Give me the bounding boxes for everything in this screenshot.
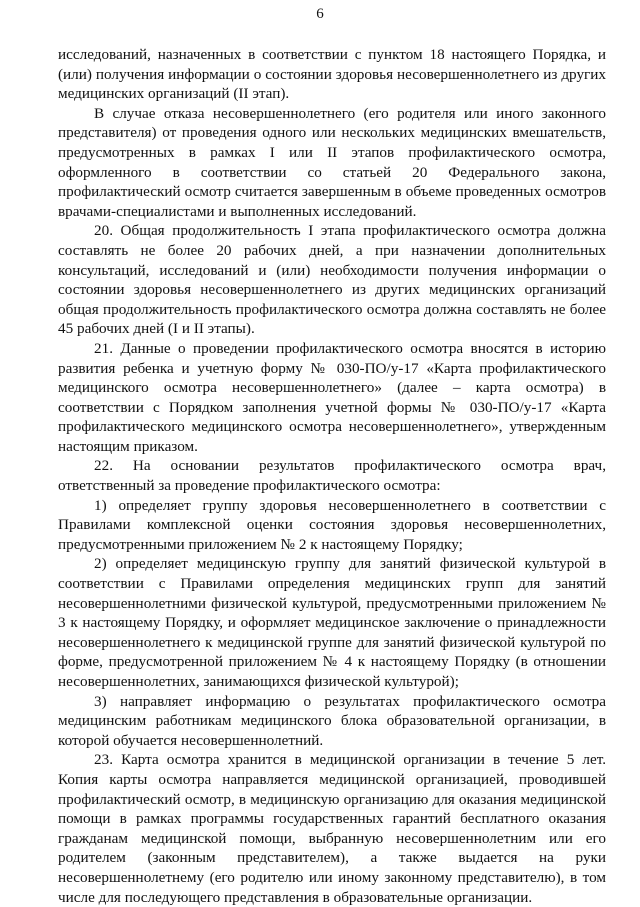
- paragraph: исследований, назначенных в соответствии с пунктом 18 настоящего Порядка, и (или) получения информации о состоянии здоровья несовершеннолетнего из других медицинских организаций (II этап).: [58, 46, 606, 103]
- list-item: 2) определяет медицинскую группу для занятий физической культурой в соответствии с Правилами определения медицинских групп для занятий несовершеннолетними физической культурой, предусмотренными приложением № 3 к настоящему Порядку, и оформляет медицинское заключение о принадлежности несовершеннолетнего к медицинской группе для занятий физической культурой по форме, предусмотренной приложением № 4 к настоящему Порядку (в отношении несовершеннолетних, занимающихся физической культурой);: [58, 555, 606, 690]
- document-body: [58, 45, 606, 907]
- page-number: 6: [316, 6, 324, 22]
- list-item: 1) определяет группу здоровья несовершеннолетнего в соответствии с Правилами комплексной оценки состояния здоровья несовершеннолетних, предусмотренными приложением № 2 к настоящему Порядку;: [58, 496, 606, 553]
- paragraph: В случае отказа несовершеннолетнего (его родителя или иного законного представителя) от проведения одного или нескольких медицинских вмешательств, предусмотренных в рамках I или II этапов профилактического осмотра, оформленного в соответствии со статьей 20 Федерального закона, профилактический осмотр считается завершенным в объеме проведенных осмотров врачами-специалистами и выполненных исследований.: [58, 104, 606, 220]
- list-item: 3) направляет информацию о результатах профилактического осмотра медицинским работникам медицинского блока образовательной организации, в которой обучается несовершеннолетний.: [58, 692, 606, 749]
- paragraph: 20. Общая продолжительность I этапа профилактического осмотра должна составлять не более 20 рабочих дней, а при назначении дополнительных консультаций, исследований и (или) необходимости получения информации о состоянии здоровья несовершеннолетнего из других медицинских организаций общая продолжительность профилактического осмотра должна составлять не более 45 рабочих дней (I и II этапы).: [58, 222, 606, 338]
- paragraph: 23. Карта осмотра хранится в медицинской организации в течение 5 лет. Копия карты осмотра направляется медицинской организацией, проводившей профилактический осмотр, в медицинскую организацию для оказания медицинской помощи в рамках программы государственных гарантий бесплатного оказания гражданам медицинской помощи, выбранную несовершеннолетним или его родителем (законным представителем), а также выдается на руки несовершеннолетнему (его родителю или иному законному представителю), в том числе для последующего представления в образовательные организации.: [58, 751, 606, 906]
- paragraph: 21. Данные о проведении профилактического осмотра вносятся в историю развития ребенка и учетную форму № 030-ПО/у-17 «Карта профилактического медицинского осмотра несовершеннолетнего» (далее – карта осмотра) в соответствии с Порядком заполнения учетной формы № 030-ПО/у-17 «Карта профилактического медицинского осмотра несовершеннолетнего», утвержденным настоящим приказом.: [58, 339, 606, 455]
- paragraph: 22. На основании результатов профилактического осмотра врач, ответственный за проведение профилактического осмотра:: [58, 457, 606, 495]
